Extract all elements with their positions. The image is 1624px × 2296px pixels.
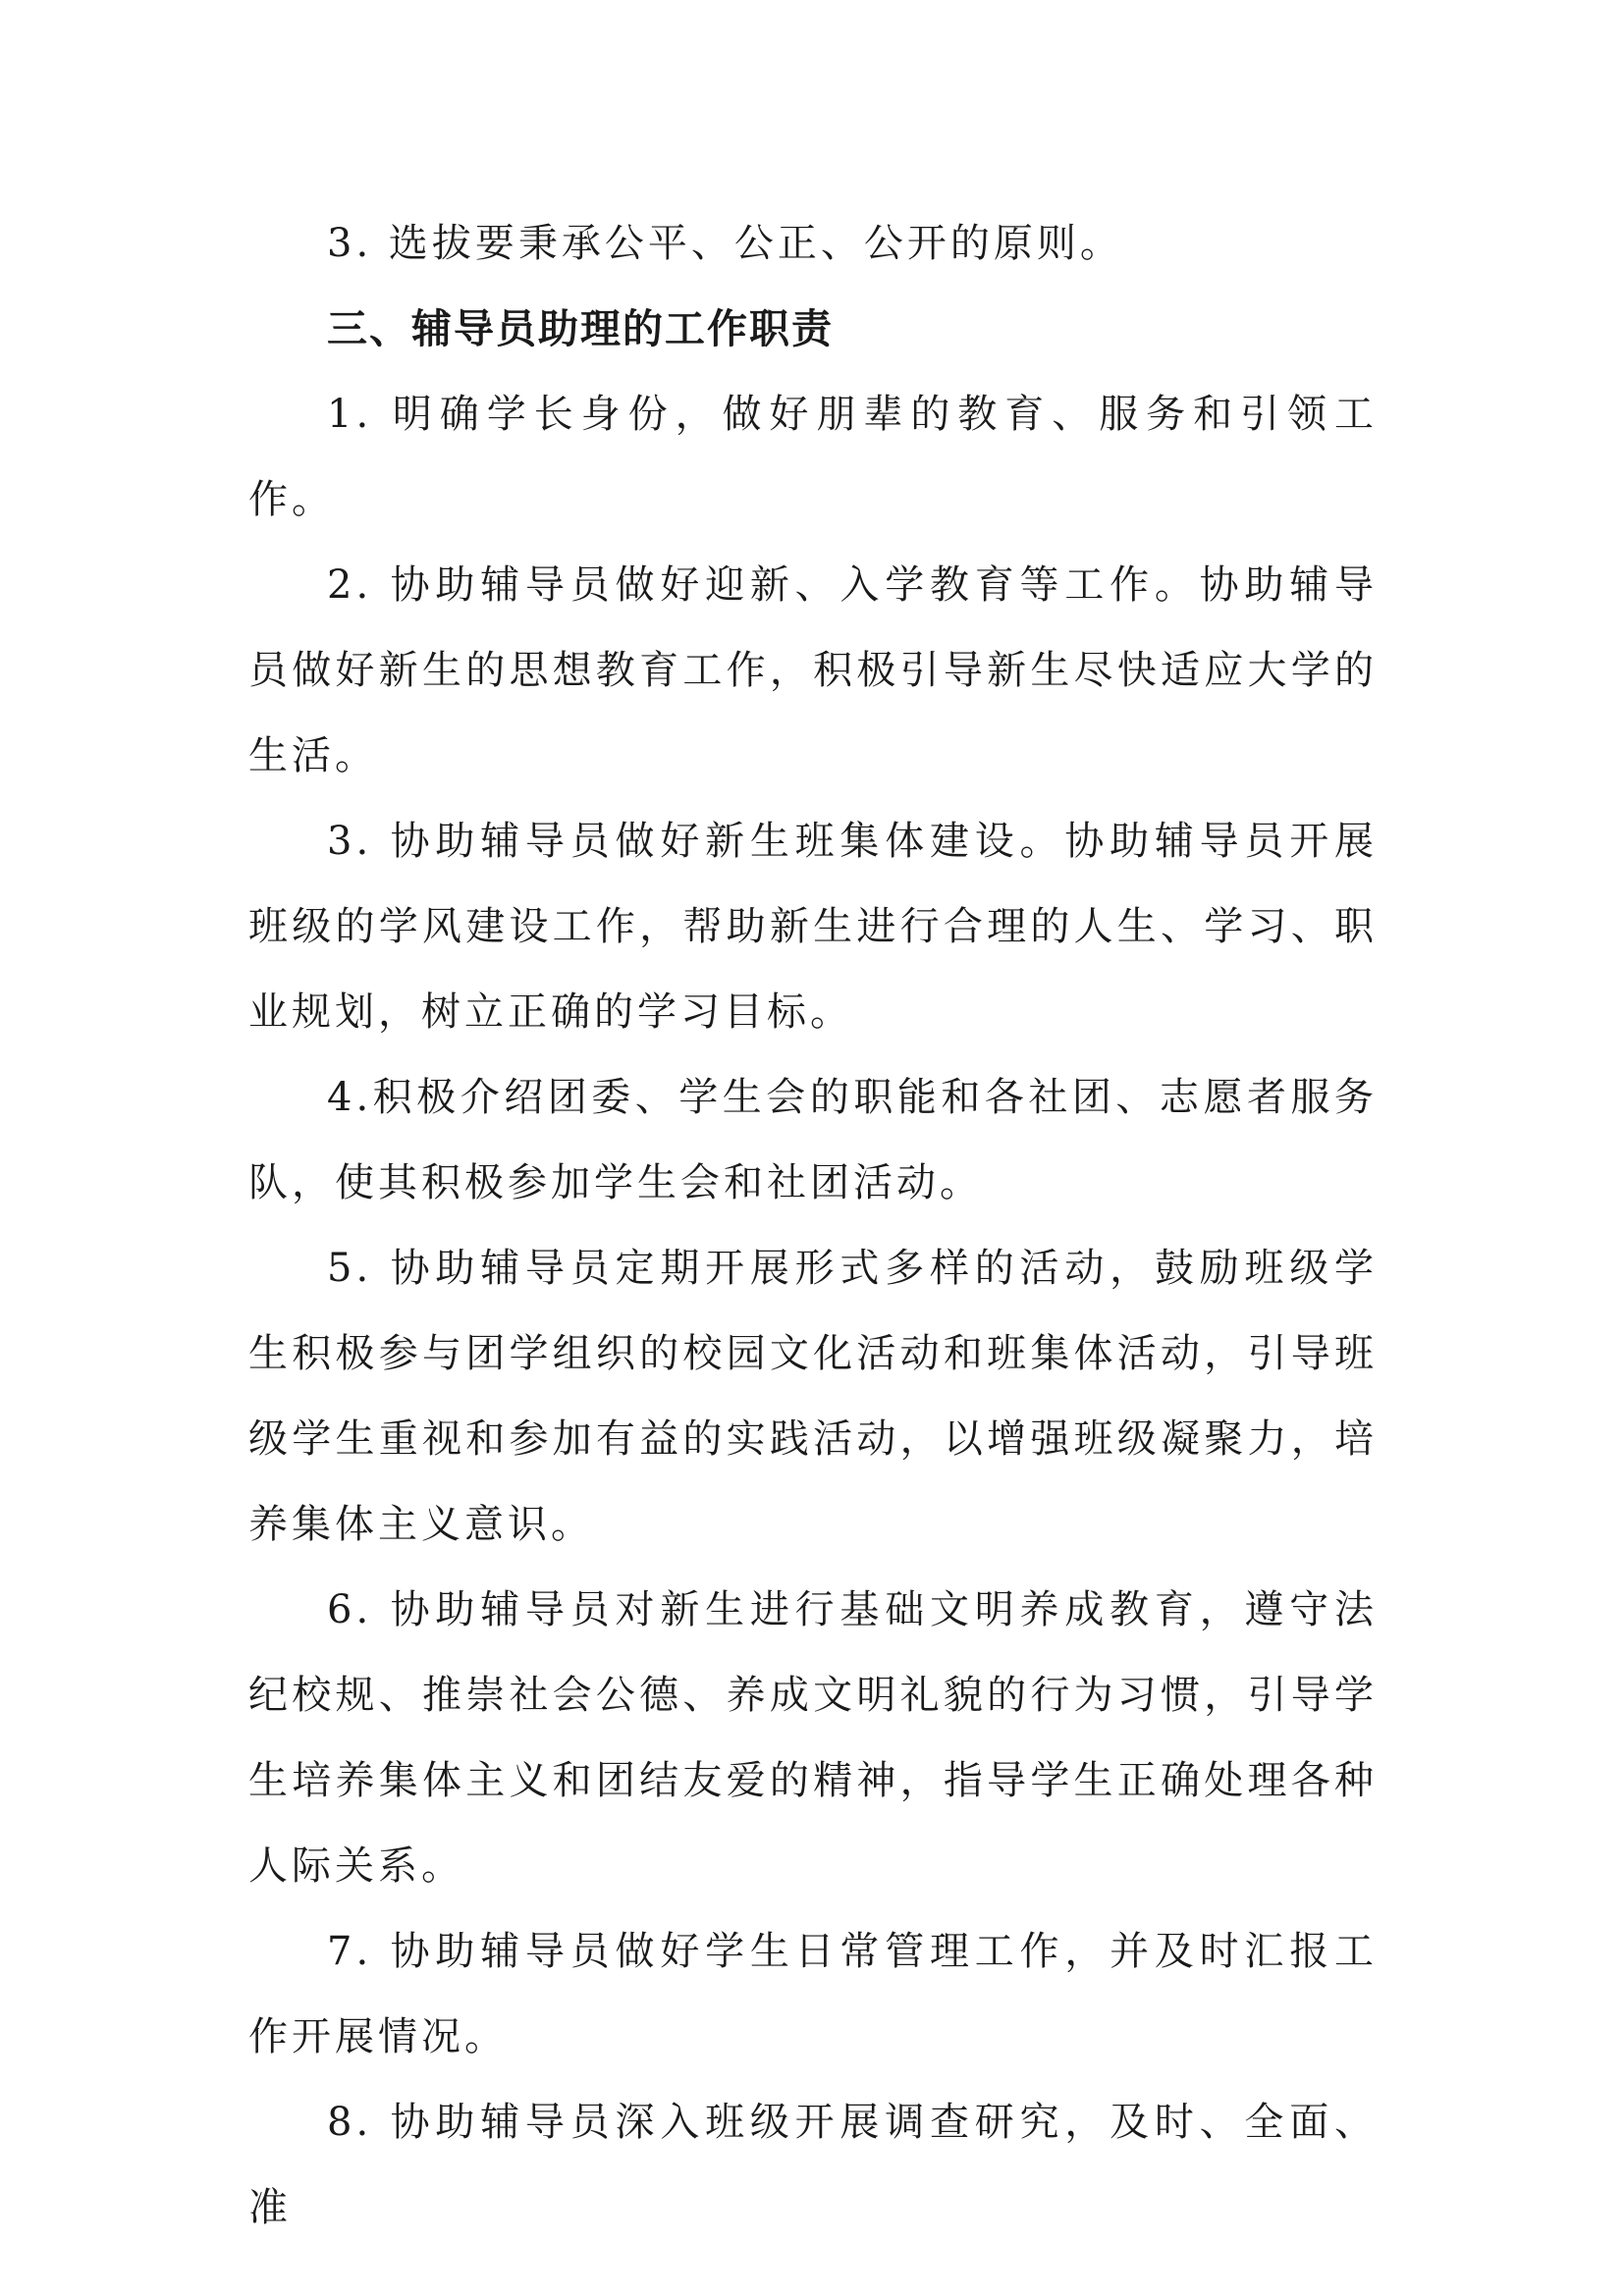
duty-item-1: 1. 明确学长身份，做好朋辈的教育、服务和引领工作。 [248,392,1378,522]
duty-item-7: 7. 协助辅导员做好学生日常管理工作，并及时汇报工作开展情况。 [248,1929,1378,2059]
duty-item-2: 2. 协助辅导员做好迎新、入学教育等工作。协助辅导员做好新生的思想教育工作，积极引导新生尽快适应大学的生活。 [248,562,1378,778]
duty-item-4: 4.积极介绍团委、学生会的职能和各社团、志愿者服务队，使其积极参加学生会和社团活动。 [248,1075,1378,1205]
duty-item-3: 3. 协助辅导员做好新生班集体建设。协助辅导员开展班级的学风建设工作，帮助新生进行合理的人生、学习、职业规划，树立正确的学习目标。 [248,819,1378,1035]
duty-item-5: 5. 协助辅导员定期开展形式多样的活动，鼓励班级学生积极参与团学组织的校园文化活动和班集体活动，引导班级学生重视和参加有益的实践活动，以增强班级凝聚力，培养集体主义意识。 [248,1246,1378,1547]
section-heading-duties: 三、辅导员助理的工作职责 [327,305,834,352]
document-body [248,201,1378,2251]
duty-item-8: 8. 协助辅导员深入班级开展调查研究，及时、全面、准 [248,2100,1378,2230]
duty-item-6: 6. 协助辅导员对新生进行基础文明养成教育，遵守法纪校规、推崇社会公德、养成文明礼貌的行为习惯，引导学生培养集体主义和团结友爱的精神，指导学生正确处理各种人际关系。 [248,1587,1378,1889]
selection-principle-item: 3. 选拔要秉承公平、公正、公开的原则。 [327,221,1123,266]
